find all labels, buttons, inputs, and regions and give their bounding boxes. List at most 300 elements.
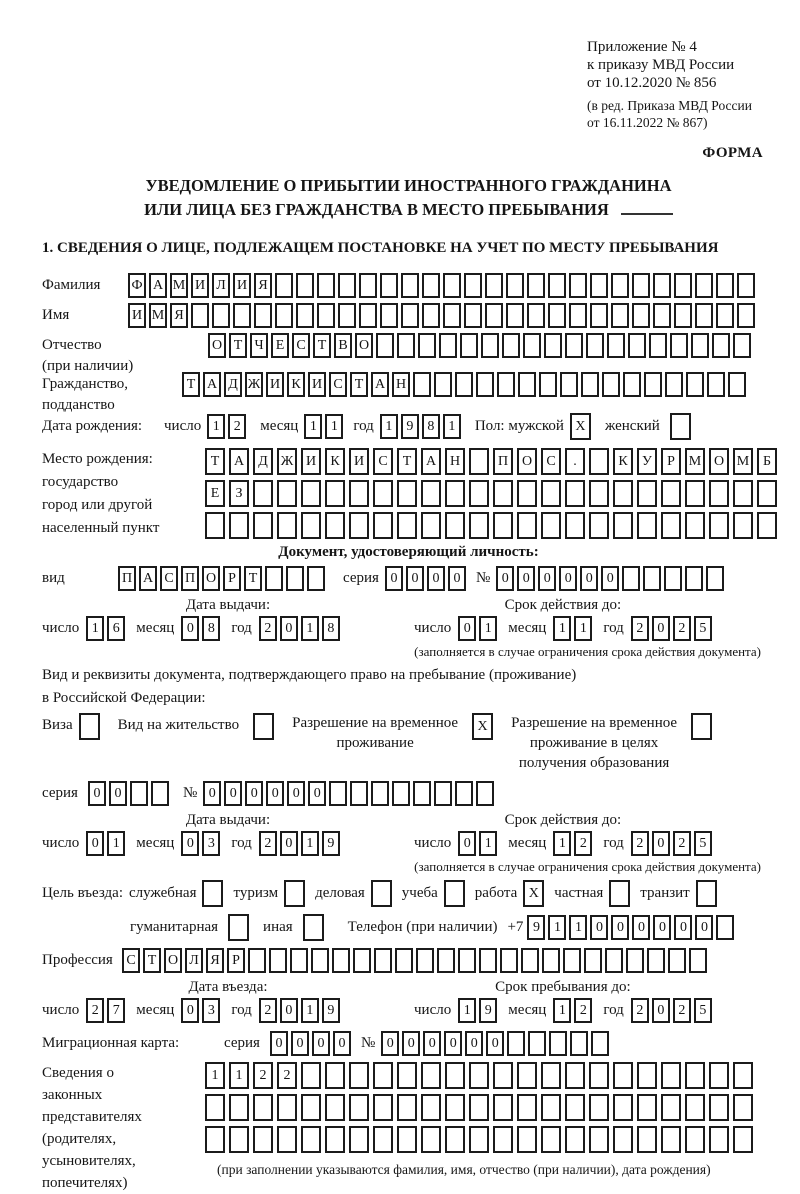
char-box[interactable]: П	[493, 448, 513, 475]
char-box[interactable]: 0	[280, 616, 298, 641]
char-box[interactable]	[613, 1126, 633, 1153]
char-box[interactable]	[325, 512, 345, 539]
char-box[interactable]	[443, 303, 461, 328]
char-box[interactable]	[373, 1126, 393, 1153]
char-box[interactable]	[253, 1126, 273, 1153]
char-box[interactable]	[460, 333, 478, 358]
char-box[interactable]: Д	[253, 448, 273, 475]
char-box[interactable]	[668, 948, 686, 973]
char-box[interactable]	[493, 1126, 513, 1153]
char-box[interactable]	[637, 1126, 657, 1153]
char-box[interactable]: 1	[207, 414, 225, 439]
char-box[interactable]	[518, 372, 536, 397]
char-box[interactable]: Р	[661, 448, 681, 475]
char-box[interactable]	[709, 480, 729, 507]
char-box[interactable]: 0	[287, 781, 305, 806]
char-box[interactable]: А	[203, 372, 221, 397]
char-box[interactable]: 0	[181, 998, 199, 1023]
char-box[interactable]	[569, 303, 587, 328]
char-box[interactable]	[695, 273, 713, 298]
char-box[interactable]	[455, 781, 473, 806]
char-box[interactable]	[380, 303, 398, 328]
char-box[interactable]: 1	[325, 414, 343, 439]
char-box[interactable]	[670, 413, 691, 440]
char-box[interactable]	[507, 1031, 525, 1056]
char-box[interactable]: 1	[86, 616, 104, 641]
char-box[interactable]	[254, 303, 272, 328]
char-box[interactable]	[421, 480, 441, 507]
char-box[interactable]: К	[325, 448, 345, 475]
char-box[interactable]	[664, 566, 682, 591]
char-box[interactable]	[205, 1126, 225, 1153]
char-box[interactable]: А	[229, 448, 249, 475]
char-box[interactable]	[349, 1094, 369, 1121]
char-box[interactable]: Ж	[277, 448, 297, 475]
char-box[interactable]	[325, 1062, 345, 1089]
char-box[interactable]: 5	[694, 831, 712, 856]
char-box[interactable]	[205, 512, 225, 539]
char-box[interactable]: Е	[271, 333, 289, 358]
char-box[interactable]	[527, 303, 545, 328]
char-box[interactable]: 2	[631, 616, 649, 641]
char-box[interactable]	[325, 1126, 345, 1153]
char-box[interactable]: 5	[694, 998, 712, 1023]
char-box[interactable]	[416, 948, 434, 973]
char-box[interactable]	[265, 566, 283, 591]
char-box[interactable]: Я	[206, 948, 224, 973]
char-box[interactable]	[565, 480, 585, 507]
char-box[interactable]: И	[233, 273, 251, 298]
char-box[interactable]	[607, 333, 625, 358]
char-box[interactable]	[589, 512, 609, 539]
char-box[interactable]	[311, 948, 329, 973]
char-box[interactable]	[670, 333, 688, 358]
char-box[interactable]: 2	[673, 616, 691, 641]
char-box[interactable]	[397, 1094, 417, 1121]
char-box[interactable]: Ч	[250, 333, 268, 358]
char-box[interactable]: 0	[538, 566, 556, 591]
char-box[interactable]	[565, 1126, 585, 1153]
char-box[interactable]: 8	[202, 616, 220, 641]
char-box[interactable]	[253, 713, 274, 740]
char-box[interactable]	[541, 512, 561, 539]
char-box[interactable]: 8	[322, 616, 340, 641]
char-box[interactable]: 2	[259, 831, 277, 856]
char-box[interactable]: И	[191, 273, 209, 298]
char-box[interactable]: Р	[227, 948, 245, 973]
char-box[interactable]: 2	[673, 998, 691, 1023]
char-box[interactable]: 0	[601, 566, 619, 591]
char-box[interactable]: Т	[350, 372, 368, 397]
char-box[interactable]	[455, 372, 473, 397]
char-box[interactable]	[493, 1094, 513, 1121]
char-box[interactable]	[445, 480, 465, 507]
char-box[interactable]	[653, 273, 671, 298]
char-box[interactable]: 2	[574, 998, 592, 1023]
char-box[interactable]: 3	[202, 998, 220, 1023]
char-box[interactable]	[464, 303, 482, 328]
char-box[interactable]: И	[128, 303, 146, 328]
char-box[interactable]: 0	[653, 915, 671, 940]
char-box[interactable]	[589, 448, 609, 475]
char-box[interactable]	[685, 1126, 705, 1153]
char-box[interactable]	[685, 566, 703, 591]
char-box[interactable]: Ж	[245, 372, 263, 397]
char-box[interactable]	[476, 781, 494, 806]
char-box[interactable]: О	[517, 448, 537, 475]
char-box[interactable]	[445, 512, 465, 539]
char-box[interactable]: 9	[322, 998, 340, 1023]
char-box[interactable]	[661, 1126, 681, 1153]
char-box[interactable]	[301, 1094, 321, 1121]
char-box[interactable]	[541, 1126, 561, 1153]
char-box[interactable]	[421, 1094, 441, 1121]
char-box[interactable]: Д	[224, 372, 242, 397]
char-box[interactable]	[469, 1126, 489, 1153]
char-box[interactable]: П	[181, 566, 199, 591]
char-box[interactable]	[528, 1031, 546, 1056]
char-box[interactable]	[565, 333, 583, 358]
char-box[interactable]	[733, 1126, 753, 1153]
char-box[interactable]	[517, 1094, 537, 1121]
char-box[interactable]: 0	[109, 781, 127, 806]
char-box[interactable]	[695, 303, 713, 328]
char-box[interactable]	[565, 512, 585, 539]
char-box[interactable]	[485, 303, 503, 328]
char-box[interactable]	[707, 372, 725, 397]
char-box[interactable]: С	[329, 372, 347, 397]
char-box[interactable]	[586, 333, 604, 358]
char-box[interactable]	[79, 713, 100, 740]
char-box[interactable]	[359, 303, 377, 328]
char-box[interactable]: 0	[444, 1031, 462, 1056]
char-box[interactable]	[613, 512, 633, 539]
char-box[interactable]	[541, 480, 561, 507]
char-box[interactable]: Т	[313, 333, 331, 358]
char-box[interactable]	[502, 333, 520, 358]
char-box[interactable]	[376, 333, 394, 358]
char-box[interactable]	[590, 273, 608, 298]
char-box[interactable]: 1	[380, 414, 398, 439]
char-box[interactable]: Т	[143, 948, 161, 973]
char-box[interactable]	[392, 781, 410, 806]
char-box[interactable]: З	[229, 480, 249, 507]
char-box[interactable]	[653, 303, 671, 328]
char-box[interactable]	[733, 512, 753, 539]
char-box[interactable]: 0	[385, 566, 403, 591]
char-box[interactable]: 2	[253, 1062, 273, 1089]
char-box[interactable]: 1	[301, 831, 319, 856]
char-box[interactable]: 0	[86, 831, 104, 856]
char-box[interactable]	[434, 781, 452, 806]
char-box[interactable]	[728, 372, 746, 397]
char-box[interactable]	[353, 948, 371, 973]
char-box[interactable]	[661, 512, 681, 539]
char-box[interactable]: А	[421, 448, 441, 475]
char-box[interactable]	[581, 372, 599, 397]
char-box[interactable]	[301, 512, 321, 539]
char-box[interactable]: И	[308, 372, 326, 397]
char-box[interactable]	[469, 1094, 489, 1121]
char-box[interactable]: 0	[486, 1031, 504, 1056]
char-box[interactable]	[685, 1094, 705, 1121]
char-box[interactable]	[628, 333, 646, 358]
char-box[interactable]: Н	[445, 448, 465, 475]
char-box[interactable]	[445, 1062, 465, 1089]
char-box[interactable]: 0	[181, 616, 199, 641]
char-box[interactable]: 0	[652, 831, 670, 856]
char-box[interactable]: Т	[229, 333, 247, 358]
char-box[interactable]: X	[570, 413, 591, 440]
char-box[interactable]: 2	[574, 831, 592, 856]
char-box[interactable]: 1	[574, 616, 592, 641]
char-box[interactable]	[290, 948, 308, 973]
char-box[interactable]	[637, 480, 657, 507]
char-box[interactable]	[613, 480, 633, 507]
char-box[interactable]	[706, 566, 724, 591]
char-box[interactable]: А	[139, 566, 157, 591]
char-box[interactable]	[151, 781, 169, 806]
char-box[interactable]: Е	[205, 480, 225, 507]
char-box[interactable]: И	[266, 372, 284, 397]
char-box[interactable]	[674, 303, 692, 328]
char-box[interactable]	[589, 480, 609, 507]
char-box[interactable]	[709, 1094, 729, 1121]
char-box[interactable]	[517, 1062, 537, 1089]
char-box[interactable]: Я	[254, 273, 272, 298]
char-box[interactable]	[649, 333, 667, 358]
char-box[interactable]: 7	[107, 998, 125, 1023]
char-box[interactable]: 2	[631, 831, 649, 856]
char-box[interactable]	[397, 1062, 417, 1089]
char-box[interactable]: Р	[223, 566, 241, 591]
char-box[interactable]	[329, 781, 347, 806]
char-box[interactable]: С	[373, 448, 393, 475]
char-box[interactable]	[605, 948, 623, 973]
char-box[interactable]	[401, 303, 419, 328]
char-box[interactable]	[397, 512, 417, 539]
char-box[interactable]	[444, 880, 465, 907]
char-box[interactable]	[643, 566, 661, 591]
char-box[interactable]	[661, 1094, 681, 1121]
char-box[interactable]	[632, 273, 650, 298]
char-box[interactable]: .	[565, 448, 585, 475]
char-box[interactable]	[397, 1126, 417, 1153]
char-box[interactable]	[644, 372, 662, 397]
char-box[interactable]	[691, 713, 712, 740]
char-box[interactable]	[602, 372, 620, 397]
char-box[interactable]	[569, 273, 587, 298]
char-box[interactable]: Н	[392, 372, 410, 397]
char-box[interactable]	[422, 303, 440, 328]
char-box[interactable]: 1	[107, 831, 125, 856]
char-box[interactable]	[661, 480, 681, 507]
char-box[interactable]: 0	[695, 915, 713, 940]
char-box[interactable]	[307, 566, 325, 591]
char-box[interactable]	[609, 880, 630, 907]
char-box[interactable]	[493, 1062, 513, 1089]
char-box[interactable]: 1	[304, 414, 322, 439]
char-box[interactable]	[380, 273, 398, 298]
char-box[interactable]	[517, 1126, 537, 1153]
char-box[interactable]	[374, 948, 392, 973]
char-box[interactable]	[506, 273, 524, 298]
char-box[interactable]: 2	[259, 616, 277, 641]
char-box[interactable]	[661, 1062, 681, 1089]
char-box[interactable]: Т	[397, 448, 417, 475]
char-box[interactable]	[709, 512, 729, 539]
char-box[interactable]	[548, 273, 566, 298]
char-box[interactable]	[637, 512, 657, 539]
char-box[interactable]	[613, 1094, 633, 1121]
char-box[interactable]	[229, 512, 249, 539]
char-box[interactable]	[191, 303, 209, 328]
char-box[interactable]: 2	[673, 831, 691, 856]
char-box[interactable]	[565, 1094, 585, 1121]
char-box[interactable]	[493, 512, 513, 539]
char-box[interactable]	[563, 948, 581, 973]
char-box[interactable]: 2	[631, 998, 649, 1023]
char-box[interactable]: 0	[423, 1031, 441, 1056]
char-box[interactable]: 0	[266, 781, 284, 806]
char-box[interactable]	[445, 1126, 465, 1153]
char-box[interactable]: 0	[458, 831, 476, 856]
char-box[interactable]	[589, 1094, 609, 1121]
char-box[interactable]: 2	[277, 1062, 297, 1089]
char-box[interactable]: 1	[548, 915, 566, 940]
char-box[interactable]	[395, 948, 413, 973]
char-box[interactable]	[517, 480, 537, 507]
char-box[interactable]	[476, 372, 494, 397]
char-box[interactable]: 9	[479, 998, 497, 1023]
char-box[interactable]: 0	[458, 616, 476, 641]
char-box[interactable]	[570, 1031, 588, 1056]
char-box[interactable]	[565, 1062, 585, 1089]
char-box[interactable]	[611, 273, 629, 298]
char-box[interactable]: 1	[301, 998, 319, 1023]
char-box[interactable]	[469, 512, 489, 539]
char-box[interactable]	[286, 566, 304, 591]
char-box[interactable]	[303, 914, 324, 941]
char-box[interactable]	[228, 914, 249, 941]
char-box[interactable]: Я	[170, 303, 188, 328]
char-box[interactable]: И	[301, 448, 321, 475]
char-box[interactable]: М	[149, 303, 167, 328]
char-box[interactable]	[685, 480, 705, 507]
char-box[interactable]	[253, 480, 273, 507]
char-box[interactable]	[253, 512, 273, 539]
char-box[interactable]	[301, 1062, 321, 1089]
char-box[interactable]: 0	[427, 566, 445, 591]
char-box[interactable]: М	[685, 448, 705, 475]
char-box[interactable]: 1	[553, 998, 571, 1023]
char-box[interactable]: 0	[280, 831, 298, 856]
char-box[interactable]	[325, 1094, 345, 1121]
char-box[interactable]	[284, 880, 305, 907]
char-box[interactable]: М	[733, 448, 753, 475]
char-box[interactable]	[233, 303, 251, 328]
char-box[interactable]	[632, 303, 650, 328]
char-box[interactable]	[709, 1062, 729, 1089]
char-box[interactable]: У	[637, 448, 657, 475]
char-box[interactable]: 8	[422, 414, 440, 439]
char-box[interactable]	[325, 480, 345, 507]
char-box[interactable]: Т	[205, 448, 225, 475]
char-box[interactable]: С	[292, 333, 310, 358]
char-box[interactable]	[757, 512, 777, 539]
char-box[interactable]	[248, 948, 266, 973]
char-box[interactable]	[349, 1126, 369, 1153]
char-box[interactable]	[665, 372, 683, 397]
char-box[interactable]	[737, 273, 755, 298]
char-box[interactable]: X	[472, 713, 493, 740]
char-box[interactable]: Ф	[128, 273, 146, 298]
char-box[interactable]: 0	[245, 781, 263, 806]
char-box[interactable]: Б	[757, 448, 777, 475]
char-box[interactable]	[439, 333, 457, 358]
char-box[interactable]: 0	[465, 1031, 483, 1056]
char-box[interactable]	[359, 273, 377, 298]
char-box[interactable]: 0	[203, 781, 221, 806]
char-box[interactable]	[733, 480, 753, 507]
char-box[interactable]	[130, 781, 148, 806]
char-box[interactable]	[689, 948, 707, 973]
char-box[interactable]	[485, 273, 503, 298]
char-box[interactable]	[421, 1062, 441, 1089]
char-box[interactable]	[560, 372, 578, 397]
char-box[interactable]	[373, 512, 393, 539]
char-box[interactable]	[332, 948, 350, 973]
char-box[interactable]	[709, 1126, 729, 1153]
char-box[interactable]: К	[287, 372, 305, 397]
char-box[interactable]: 0	[312, 1031, 330, 1056]
char-box[interactable]	[434, 372, 452, 397]
char-box[interactable]: П	[118, 566, 136, 591]
char-box[interactable]	[373, 1062, 393, 1089]
char-box[interactable]	[548, 303, 566, 328]
char-box[interactable]: О	[202, 566, 220, 591]
char-box[interactable]	[421, 1126, 441, 1153]
char-box[interactable]	[637, 1094, 657, 1121]
char-box[interactable]	[589, 1062, 609, 1089]
char-box[interactable]	[371, 781, 389, 806]
char-box[interactable]	[445, 1094, 465, 1121]
char-box[interactable]	[733, 1094, 753, 1121]
char-box[interactable]: 0	[402, 1031, 420, 1056]
char-box[interactable]: 0	[280, 998, 298, 1023]
char-box[interactable]: 0	[406, 566, 424, 591]
char-box[interactable]	[541, 1094, 561, 1121]
char-box[interactable]	[301, 480, 321, 507]
char-box[interactable]	[500, 948, 518, 973]
char-box[interactable]: 0	[496, 566, 514, 591]
char-box[interactable]: 0	[652, 616, 670, 641]
char-box[interactable]	[373, 480, 393, 507]
char-box[interactable]: 1	[301, 616, 319, 641]
char-box[interactable]	[590, 303, 608, 328]
char-box[interactable]: 0	[674, 915, 692, 940]
char-box[interactable]: 0	[517, 566, 535, 591]
char-box[interactable]	[685, 512, 705, 539]
char-box[interactable]	[716, 303, 734, 328]
char-box[interactable]: О	[164, 948, 182, 973]
char-box[interactable]	[350, 781, 368, 806]
char-box[interactable]	[349, 480, 369, 507]
char-box[interactable]: О	[709, 448, 729, 475]
char-box[interactable]	[733, 333, 751, 358]
char-box[interactable]	[637, 1062, 657, 1089]
char-box[interactable]	[277, 512, 297, 539]
